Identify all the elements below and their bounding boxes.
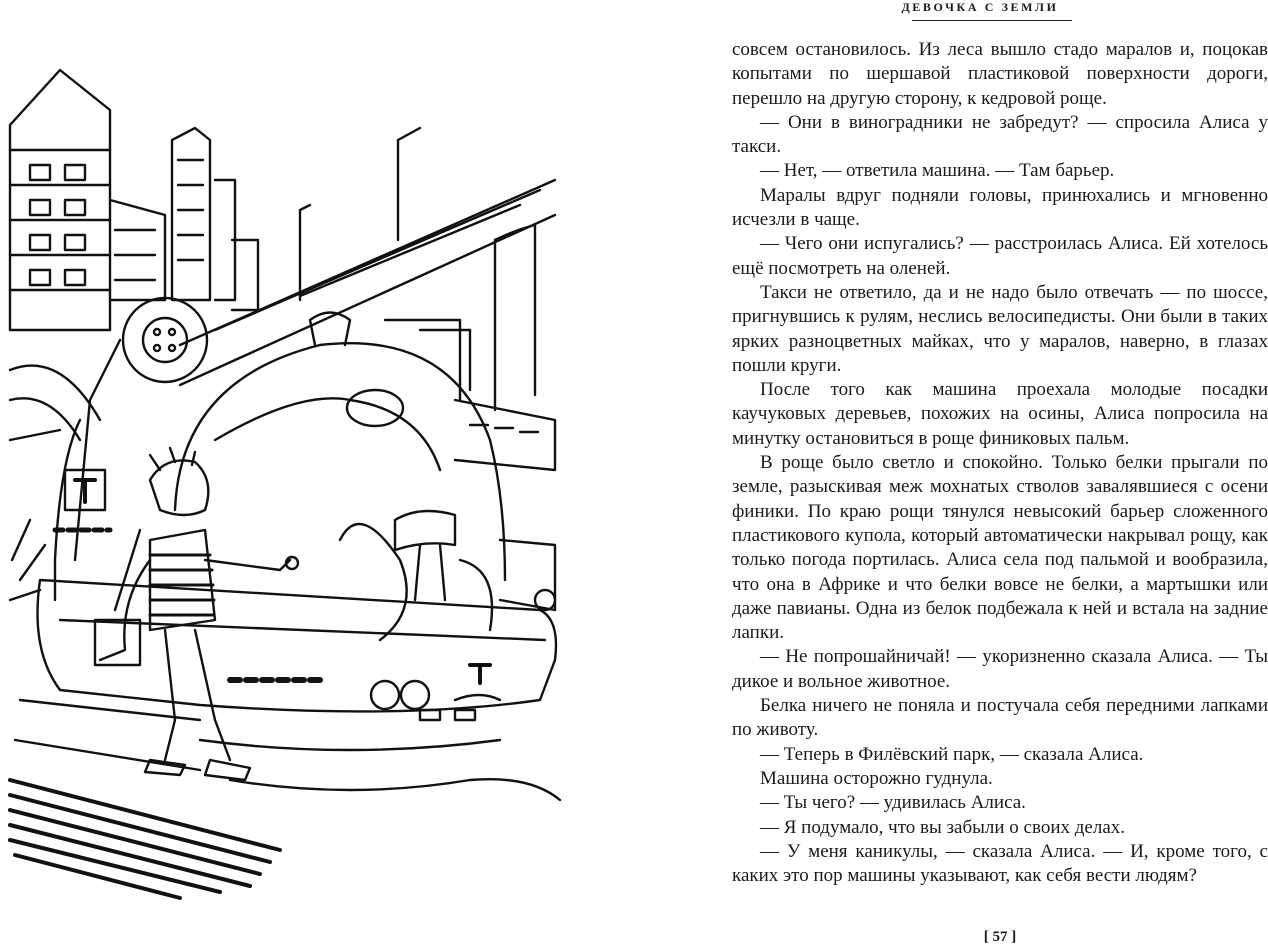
paragraph: После того как машина проехала молодые посадки каучуковых деревьев, похожих на осины, Алиса попросила на минутку остановиться в роще финиковых пальм.: [732, 379, 1268, 449]
paragraph: — Теперь в Филёвский парк, — сказала Алиса.: [760, 743, 1144, 765]
paragraph: Машина осторожно гуднула.: [760, 767, 993, 789]
paragraph: — У меня каникулы, — сказала Алиса. — И, кроме того, с каких это пор машины указывают, как себя вести людям?: [732, 840, 1268, 887]
paragraph: совсем остановилось. Из леса вышло стадо маралов и, поцокав копытами по шершавой пластиковой поверхности дороги, перешло на другую сторону, к кедровой роще.: [732, 39, 1268, 109]
paragraph: Такси не ответило, да и не надо было отвечать — по шоссе, пригнувшись к рулям, неслись велосипедисты. Они были в таких ярких разноцветных майках, что у маралов, наверно, в глазах пошли круги.: [732, 281, 1268, 376]
running-header: ДЕВОЧКА С ЗЕМЛИ: [901, 0, 1059, 14]
illustration: [0, 0, 600, 948]
paragraph: Белка ничего не поняла и постучала себя передними лапками по животу.: [732, 695, 1268, 741]
page-text: [732, 38, 1268, 888]
paragraph: — Нет, — ответила машина. — Там барьер.: [760, 160, 1115, 182]
paragraph: — Они в виноградники не забредут? — спросила Алиса у такси.: [732, 111, 1268, 158]
page-number: [ 57 ]: [983, 929, 1017, 945]
header-rule: [912, 20, 1072, 21]
paragraph: — Ты чего? — удивилась Алиса.: [760, 792, 1026, 814]
paragraph: — Не попрошайничай! — укоризненно сказала Алиса. — Ты дикое и вольное животное.: [732, 646, 1268, 692]
paragraph: Маралы вдруг подняли головы, принюхались и мгновенно исчезли в чаще.: [732, 184, 1268, 231]
paragraph: В роще было светло и спокойно. Только белки прыгали по земле, разыскивая меж мохнатых стволов завалявшиеся с осени финики. По краю рощи тянулся невысокий барьер сложенного пластикового купола, который автоматически накрывал рощу, как только погода портилась. Алиса села под пальмой и вообразила, что она в Африке и что белки вовсе не белки, а мартышки или даже павианы. Одна из белок подбежала к ней и встала на задние лапки.: [732, 452, 1268, 644]
taxi-illustration-icon: [0, 0, 600, 948]
paragraph: — Я подумало, что вы забыли о своих делах.: [760, 816, 1126, 838]
paragraph: — Чего они испугались? — расстроилась Алиса. Ей хотелось ещё посмотреть на оленей.: [732, 233, 1268, 279]
